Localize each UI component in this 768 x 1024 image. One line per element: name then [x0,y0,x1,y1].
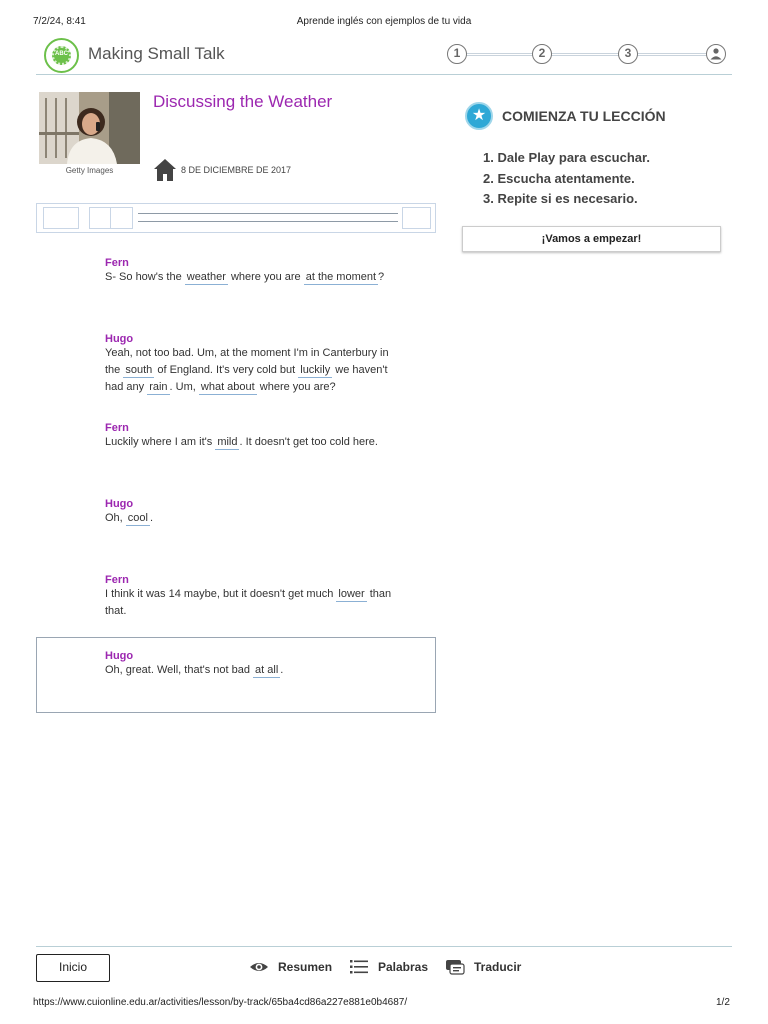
vocab-word[interactable]: at all [255,664,279,676]
inicio-button[interactable]: Inicio [36,954,110,982]
eye-icon [249,958,269,976]
logo-text: ABC [55,51,68,57]
transcript-line [105,379,425,396]
lesson-date: 8 DE DICIEMBRE DE 2017 [181,165,292,175]
vocab-word[interactable]: weather [186,271,226,283]
transcript-text: Yeah, not too bad. Um, at the moment I'm in Canterbury in [105,347,389,359]
audio-player[interactable] [36,203,436,233]
transcript-text: where you are [227,271,304,283]
print-url: https://www.cuionline.edu.ar/activities/lesson/by-track/65ba4cd86a227e881e0b4687/ [33,997,408,1008]
speaker-name: Hugo [105,650,134,662]
transcript-text: Luckily where I am it's [105,436,216,448]
instruction-item: 2. Escucha atentamente. [483,170,635,186]
instruction-item: 1. Dale Play para escuchar. [483,150,650,165]
transcript-text: of England. It's very cold but [154,364,299,376]
print-page-number: 1/2 [716,997,730,1008]
transcript-text: that. [105,605,127,617]
vocab-word[interactable]: at the moment [305,271,377,283]
step-final[interactable] [706,44,726,64]
vocab-word[interactable]: south [125,364,153,376]
traducir-label: Traducir [474,960,522,974]
play-button[interactable] [43,207,79,229]
app-title: Making Small Talk [88,44,225,63]
step-3[interactable]: 3 [618,44,638,64]
speed-button[interactable] [110,207,133,229]
speaker-name: Fern [105,422,129,434]
instruction-list [483,148,650,210]
transcript-text: Oh, great. Well, that's not bad [105,664,254,676]
transcript-line [105,362,425,379]
start-button[interactable]: ¡Vamos a empezar! [462,226,721,252]
header-divider [36,74,732,75]
vocab-word[interactable]: cool [127,512,148,524]
transcript-text: I think it was 14 maybe, but it doesn't get much [105,588,337,600]
print-datetime: 7/2/24, 8:41 [33,16,86,27]
transcript-line [105,345,425,362]
vocab-word[interactable]: mild [217,436,238,448]
transcript-text: . Um, [169,381,199,393]
resumen-label: Resumen [278,960,333,974]
lesson-title: Discussing the Weather [153,92,333,111]
resumen-button[interactable] [249,958,339,976]
image-credit: Getty Images [65,166,114,175]
speaker-name: Hugo [105,498,134,510]
vocab-word[interactable]: luckily [300,364,331,376]
vocab-word[interactable]: what about [200,381,255,393]
transcript-text: had any [105,381,148,393]
speaker-name: Fern [105,574,129,586]
footer-divider [36,946,732,947]
transcript-text: we haven't [332,364,388,376]
transcript-entry [105,333,425,396]
translate-icon [445,958,465,976]
palabras-button[interactable] [349,958,434,976]
transcript-text: S- So how's the [105,271,185,283]
home-icon[interactable] [153,158,177,182]
person-icon [708,46,724,62]
lesson-photo [39,92,140,164]
progress-line[interactable] [138,221,398,222]
transcript-line [105,586,425,603]
vocab-word[interactable]: rain [149,381,168,393]
start-heading: COMIENZA TU LECCIÓN [502,108,666,124]
step-1[interactable]: 1 [447,44,467,64]
transcript-text: where you are? [256,381,336,393]
progress-track [458,53,718,56]
transcript-entry [105,257,425,286]
palabras-label: Palabras [378,960,429,974]
progress-line[interactable] [138,213,398,214]
transcript-text: the [105,364,124,376]
transcript-text: . It doesn't get too cold here. [239,436,378,448]
star-icon: ★ [465,102,493,130]
speaker-name: Hugo [105,333,134,345]
transcript-text: . [280,664,284,676]
transcript-entry [105,574,425,620]
transcript-entry [105,498,425,527]
transcript-line [105,269,425,286]
transcript-line [105,510,425,527]
list-icon [349,958,369,976]
transcript-text: than [366,588,392,600]
app-logo [44,38,79,73]
active-line-highlight [36,637,436,713]
transcript-text: . [149,512,154,524]
print-page-title: Aprende inglés con ejemplos de tu vida [296,16,472,27]
transcript-text: Oh, [105,512,126,524]
transcript-line [105,603,425,620]
traducir-button[interactable] [445,958,530,976]
step-2[interactable]: 2 [532,44,552,64]
instruction-item: 3. Repite si es necesario. [483,191,638,206]
transcript-line [105,434,425,451]
vocab-word[interactable]: lower [338,588,365,600]
transcript-entry [105,422,425,451]
transcript-text: ? [378,271,385,283]
volume-button[interactable] [402,207,431,229]
speaker-name: Fern [105,257,129,269]
